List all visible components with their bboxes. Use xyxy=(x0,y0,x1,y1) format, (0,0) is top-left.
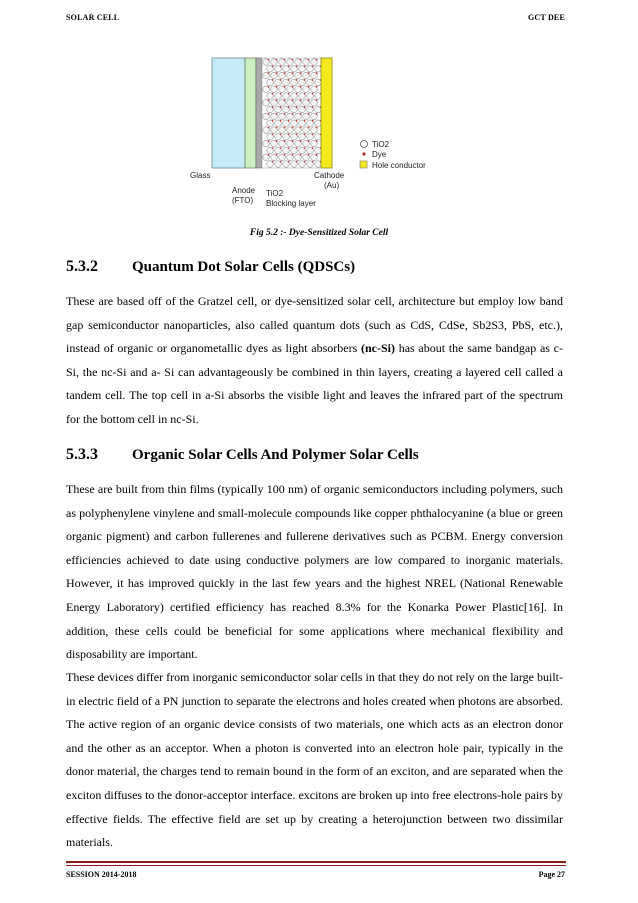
dye-dot xyxy=(300,72,302,74)
legend-dye-icon xyxy=(362,152,365,155)
dye-dot xyxy=(316,59,318,61)
dye-dot xyxy=(288,120,290,122)
section-number: 5.3.3 xyxy=(66,446,98,463)
dye-dot xyxy=(272,147,274,149)
dye-dot xyxy=(284,127,286,129)
legend-dye: Dye xyxy=(372,150,387,159)
dye-dot xyxy=(292,113,294,115)
paragraph-organic-1: These are built from thin films (typically 100 nm) of organic semiconductors including polymers, such as polyphenylene vinylene and small-molecule compounds like copper phthalocyanine (a blue or green organic pigment) and carbon fullerenes and fullerene derivatives such as PCBM. Energy conversion efficiencies achieved to date using conductive polymers are low compared to inorganic materials. However, it has improved quickly in the last few years and the highest NREL (National Renewable Energy Laboratory) certified efficiency has reached 8.3% for the Konarka Power Plastic[16]. In addition, these cells could be beneficial for some applications where mechanical flexibility and disposability are important. xyxy=(66,482,563,662)
dye-dot xyxy=(288,161,290,163)
dye-dot xyxy=(296,134,298,136)
dye-dot xyxy=(280,93,282,95)
dye-dot xyxy=(308,140,310,142)
label-cathode: Cathode xyxy=(314,171,345,180)
dye-dot xyxy=(304,79,306,81)
dye-dot xyxy=(308,113,310,115)
dye-dot xyxy=(280,79,282,81)
dye-dot xyxy=(300,127,302,129)
dye-dot xyxy=(308,72,310,74)
glass-layer xyxy=(212,58,245,168)
dye-dot xyxy=(284,100,286,102)
legend-tio2-icon xyxy=(361,141,368,148)
dye-dot xyxy=(296,161,298,163)
dye-dot xyxy=(304,93,306,95)
dye-dot xyxy=(312,66,314,68)
dye-dot xyxy=(316,113,318,115)
dye-dot xyxy=(276,100,278,102)
dye-dot xyxy=(272,161,274,163)
dye-dot xyxy=(316,140,318,142)
dye-dot xyxy=(304,106,306,108)
cathode-layer xyxy=(321,58,332,168)
label-blocking-layer: Blocking layer xyxy=(266,199,316,208)
dye-dot xyxy=(284,154,286,156)
dye-dot xyxy=(288,93,290,95)
dye-dot xyxy=(268,140,270,142)
dye-dot xyxy=(308,127,310,129)
dye-dot xyxy=(272,134,274,136)
dye-dot xyxy=(268,86,270,88)
dye-dot xyxy=(280,106,282,108)
dye-dot xyxy=(312,147,314,149)
dye-dot xyxy=(316,86,318,88)
footer-session: SESSION 2014-2018 xyxy=(66,870,137,879)
dye-dot xyxy=(312,79,314,81)
dye-dot xyxy=(308,86,310,88)
dye-dot xyxy=(268,113,270,115)
dye-dot xyxy=(316,127,318,129)
dye-dot xyxy=(268,59,270,61)
figure-caption: Fig 5.2 :- Dye-Sensitized Solar Cell xyxy=(249,228,389,238)
dye-dot xyxy=(312,161,314,163)
dye-dot xyxy=(276,127,278,129)
footer-rule xyxy=(66,861,566,863)
section-title: Organic Solar Cells And Polymer Solar Cells xyxy=(132,447,419,463)
dye-dot xyxy=(284,113,286,115)
dye-dot xyxy=(288,106,290,108)
dye-dot xyxy=(292,86,294,88)
dye-dot xyxy=(276,59,278,61)
dye-dot xyxy=(292,59,294,61)
dye-dot xyxy=(288,66,290,68)
dye-dot xyxy=(292,154,294,156)
dye-dot xyxy=(296,120,298,122)
dye-dot xyxy=(284,140,286,142)
dye-dot xyxy=(308,59,310,61)
section-number: 5.3.2 xyxy=(66,258,98,275)
dye-dot xyxy=(272,120,274,122)
dye-dot xyxy=(280,147,282,149)
running-header-dept: GCT DEE xyxy=(527,13,565,22)
dye-dot xyxy=(304,147,306,149)
dye-dot xyxy=(312,93,314,95)
dye-dot xyxy=(304,134,306,136)
dye-dot xyxy=(312,106,314,108)
dye-dot xyxy=(308,100,310,102)
dye-dot xyxy=(284,72,286,74)
dye-dot xyxy=(300,154,302,156)
dye-dot xyxy=(316,100,318,102)
paragraph-text: has about the same bandgap as c-Si, the nc-Si and a- Si can advantageously be combined in thin layers, creating a layered cell called a tandem cell. The top cell in a-Si absorbs the visible light and leaves the infrared part of the spectrum for the bottom cell in nc-Si. xyxy=(66,341,563,426)
dye-dot xyxy=(280,120,282,122)
footer-page-number: Page 27 xyxy=(538,870,565,879)
dye-dot xyxy=(316,154,318,156)
dye-dot xyxy=(296,93,298,95)
dye-dot xyxy=(312,120,314,122)
dssc-diagram-svg xyxy=(186,52,452,222)
dye-dot xyxy=(280,134,282,136)
dye-dot xyxy=(300,140,302,142)
blocking-layer xyxy=(256,58,262,168)
dye-dot xyxy=(288,147,290,149)
dye-dot xyxy=(288,134,290,136)
legend-hole-conductor: Hole conductor xyxy=(372,161,426,170)
dye-dot xyxy=(300,59,302,61)
section-title: Quantum Dot Solar Cells (QDSCs) xyxy=(132,259,356,275)
dye-dot xyxy=(272,66,274,68)
dye-dot xyxy=(292,72,294,74)
dye-dot xyxy=(304,161,306,163)
dye-dot xyxy=(284,59,286,61)
paragraph-qdsc xyxy=(66,290,563,432)
section-heading-organic xyxy=(66,446,419,464)
label-anode: Anode xyxy=(232,186,256,195)
dye-dot xyxy=(304,120,306,122)
dye-dot xyxy=(304,66,306,68)
dye-dot xyxy=(276,140,278,142)
dye-dot xyxy=(292,100,294,102)
dssc-diagram xyxy=(186,52,452,222)
dye-dot xyxy=(284,86,286,88)
dye-dot xyxy=(268,154,270,156)
dye-dot xyxy=(296,147,298,149)
dye-dot xyxy=(296,79,298,81)
dye-dot xyxy=(276,154,278,156)
dye-dot xyxy=(300,100,302,102)
section-heading-qdsc xyxy=(66,258,355,276)
label-tio2-block: TiO2 xyxy=(266,189,284,198)
legend-tio2: TiO2 xyxy=(372,140,390,149)
legend-hole-icon xyxy=(360,161,367,168)
label-glass: Glass xyxy=(190,171,211,180)
dye-dot xyxy=(268,127,270,129)
paragraph-text: These are based off of the Gratzel cell, or dye-sensitized solar cell, architecture but employ low band gap semiconductor nanoparticles, also called quantum dots (such as CdS, CdSe, Sb2S3, PbS, etc.), instead of organic or organometallic dyes as light absorbers xyxy=(66,294,563,356)
dye-dot xyxy=(300,113,302,115)
dye-dot xyxy=(296,106,298,108)
label-cathode-sub: (Au) xyxy=(324,181,340,190)
label-anode-sub: (FTO) xyxy=(232,196,254,205)
dye-dot xyxy=(272,93,274,95)
dye-dot xyxy=(312,134,314,136)
running-header-title: SOLAR CELL xyxy=(66,13,120,22)
dye-dot xyxy=(272,106,274,108)
dye-dot xyxy=(272,79,274,81)
paragraph-bold: (nc-Si) xyxy=(360,341,395,356)
dye-dot xyxy=(300,86,302,88)
dye-dot xyxy=(296,66,298,68)
footer-rule-thin xyxy=(66,865,566,866)
dye-dot xyxy=(276,72,278,74)
dye-dot xyxy=(276,113,278,115)
dye-dot xyxy=(276,86,278,88)
dye-dot xyxy=(280,66,282,68)
anode-layer xyxy=(245,58,256,168)
dye-dot xyxy=(308,154,310,156)
dye-dot xyxy=(268,100,270,102)
dye-dot xyxy=(292,127,294,129)
dye-dot xyxy=(268,72,270,74)
dye-dot xyxy=(288,79,290,81)
dye-dot xyxy=(280,161,282,163)
paragraph-organic-2: These devices differ from inorganic semiconductor solar cells in that they do not rely on the large built-in electric field of a PN junction to separate the electrons and holes created when photons are absorbed. The active region of an organic device consists of two materials, one which acts as an electron donor and the other as an acceptor. When a photon is converted into an electron hole pair, typically in the donor material, the charges tend to remain bound in the form of an exciton, and are separated when the exciton diffuses to the donor-acceptor interface. excitons are broken up into free electrons-hole pairs by effective fields. The effective field are set up by creating a heterojunction between two dissimilar materials. xyxy=(66,670,564,850)
dye-dot xyxy=(316,72,318,74)
dye-dot xyxy=(292,140,294,142)
